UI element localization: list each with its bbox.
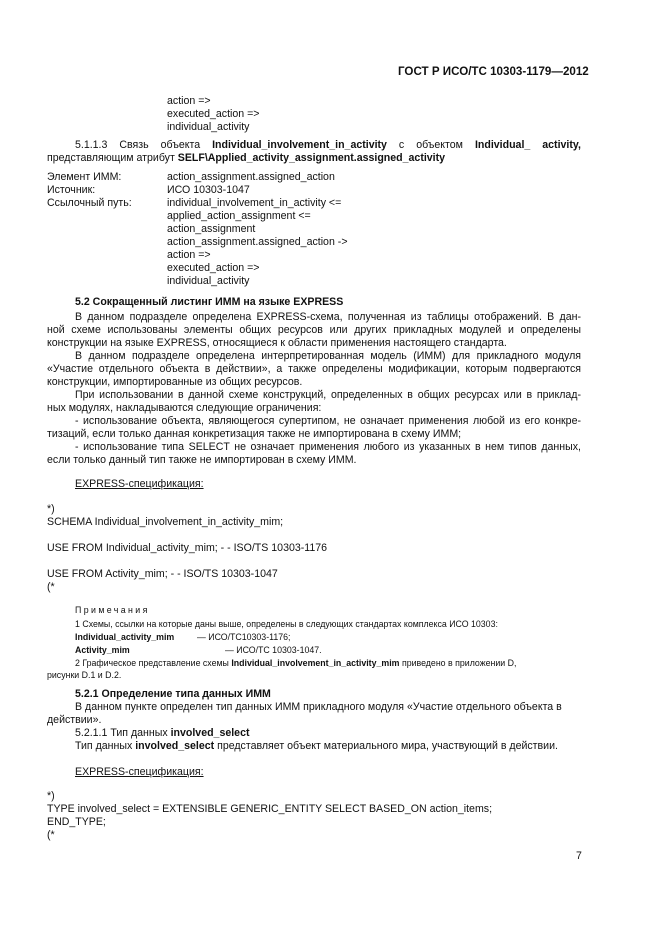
doc-header-id: ГОСТ Р ИСО/ТС 10303-1179—2012: [398, 65, 589, 78]
mapping-element-value: action_assignment.assigned_action: [167, 171, 335, 183]
mapping-path-line: individual_involvement_in_activity <=: [167, 197, 342, 209]
code-type-line: TYPE involved_select = EXTENSIBLE GENERIC_ENTITY SELECT BASED_ON action_items;: [47, 803, 493, 815]
text: 2 Графическое представление схемы: [75, 658, 232, 668]
paragraph-line: ных модулях, накладываются следующие ограничения:: [47, 402, 322, 414]
mapping-path-line: action_assignment.assigned_action ->: [167, 236, 348, 248]
code-use-line: USE FROM Activity_mim; - - ISO/TS 10303-1047: [47, 568, 278, 580]
section-5113-line2: [47, 152, 445, 164]
path-line: executed_action =>: [167, 108, 260, 120]
section-number: 5.1.1.3: [75, 139, 108, 151]
paragraph-line: - использование объекта, являющегося супертипом, не означает применения любой из его конкре-: [75, 415, 581, 427]
paragraph-line: действии».: [47, 714, 102, 726]
mapping-path-line: individual_activity: [167, 275, 250, 287]
subsection-heading: [75, 727, 249, 739]
text: объекта: [160, 139, 201, 151]
note-1: 1 Схемы, ссылки на которые даны выше, определены в следующих стандартах комплекса ИСО 10303:: [75, 619, 498, 629]
paragraph-line: - использование типа SELECT не означает применения любого из указанных в нем типов данных,: [75, 441, 581, 453]
section-heading: 5.2.1 Определение типа данных ИММ: [75, 688, 271, 700]
note-ref-name: Individual_activity_mim: [75, 632, 175, 642]
code-comment-open: *): [47, 790, 55, 802]
mapping-path-line: action_assignment: [167, 223, 256, 235]
mapping-path-label: Ссылочный путь:: [47, 197, 132, 209]
attribute-name: SELF\Applied_activity_assignment.assigned_activity: [177, 152, 446, 164]
code-use-line: USE FROM Individual_activity_mim; - - ISO/TS 10303-1176: [47, 542, 328, 554]
paragraph-line: конструкции на языке EXPRESS, относящиеся к области применения настоящего стандарта.: [47, 337, 507, 349]
section-5113-line1: [75, 139, 581, 151]
code-comment-close: (*: [47, 581, 55, 593]
text: Связь: [119, 139, 149, 151]
entity-name: Individual_involvement_in_activity: [212, 139, 387, 151]
schema-name: Individual_involvement_in_activity_mim: [231, 658, 400, 668]
paragraph-line: При использовании в данной схеме конструкций, определенных в общих ресурсах или в приклад-: [75, 389, 581, 401]
paragraph-line: конструкции, импортированные из общих ресурсов.: [47, 376, 303, 388]
note-ref-value: — ИСО/ТС10303-1176;: [197, 632, 291, 642]
paragraph-line: тизаций, если только данная конкретизация также не импортирована в схему ИММ;: [47, 428, 462, 440]
express-spec-label: EXPRESS-спецификация:: [75, 766, 204, 778]
express-spec-label: EXPRESS-спецификация:: [75, 478, 204, 490]
paragraph-line: [75, 740, 558, 752]
subsection-number: 5.2.1.1 Тип данных: [75, 727, 171, 739]
mapping-source-label: Источник:: [47, 184, 96, 196]
type-name: involved_select: [170, 727, 250, 739]
paragraph-line: В данном подразделе определена интерпретированная модель (ИММ) для прикладного модуля: [75, 350, 581, 362]
code-schema-line: SCHEMA Individual_involvement_in_activity_mim;: [47, 516, 284, 528]
entity-name: Individual_: [474, 139, 531, 151]
paragraph-line: В данном пункте определен тип данных ИММ прикладного модуля «Участие отдельного объекта в: [75, 701, 562, 713]
paragraph-line: В данном подразделе определена EXPRESS-схема, полученная из таблицы отображений. В дан-: [75, 311, 581, 323]
text: с: [398, 139, 405, 151]
paragraph-line: если только данный тип также не импортирован в схему ИММ.: [47, 454, 357, 466]
text: Тип данных: [75, 740, 136, 752]
mapping-source-value: ИСО 10303-1047: [167, 184, 250, 196]
mapping-path-line: applied_action_assignment <=: [167, 210, 311, 222]
entity-name: activity,: [542, 139, 581, 151]
notes-title: Примечания: [75, 605, 150, 615]
text: приведено в приложении D,: [399, 658, 517, 668]
code-comment-open: *): [47, 503, 55, 515]
path-line: action =>: [167, 95, 211, 107]
mapping-path-line: action =>: [167, 249, 211, 261]
note-ref-name: Activity_mim: [75, 645, 130, 655]
mapping-element-label: Элемент ИММ:: [47, 171, 122, 183]
text: представляет объект материального мира, участвующий в действии.: [214, 740, 558, 752]
paragraph-line: «Участие отдельного объекта в действии», а также определены модификации, которым подвергаются: [47, 363, 581, 375]
note-ref-value: — ИСО/ТС 10303-1047.: [225, 645, 322, 655]
note-2: [75, 658, 516, 669]
code-comment-close: (*: [47, 829, 55, 841]
paragraph-line: ной схеме использованы элементы общих ресурсов или других прикладных модулей и определены: [47, 324, 581, 336]
type-name: involved_select: [135, 740, 215, 752]
path-line: individual_activity: [167, 121, 250, 133]
code-end-type-line: END_TYPE;: [47, 816, 106, 828]
text: объектом: [416, 139, 463, 151]
text: представляющим атрибут: [47, 152, 178, 164]
mapping-path-line: executed_action =>: [167, 262, 260, 274]
note-2-cont: рисунки D.1 и D.2.: [47, 670, 122, 680]
section-heading: 5.2 Сокращенный листинг ИММ на языке EXPRESS: [75, 296, 344, 308]
page-number: 7: [576, 850, 582, 862]
